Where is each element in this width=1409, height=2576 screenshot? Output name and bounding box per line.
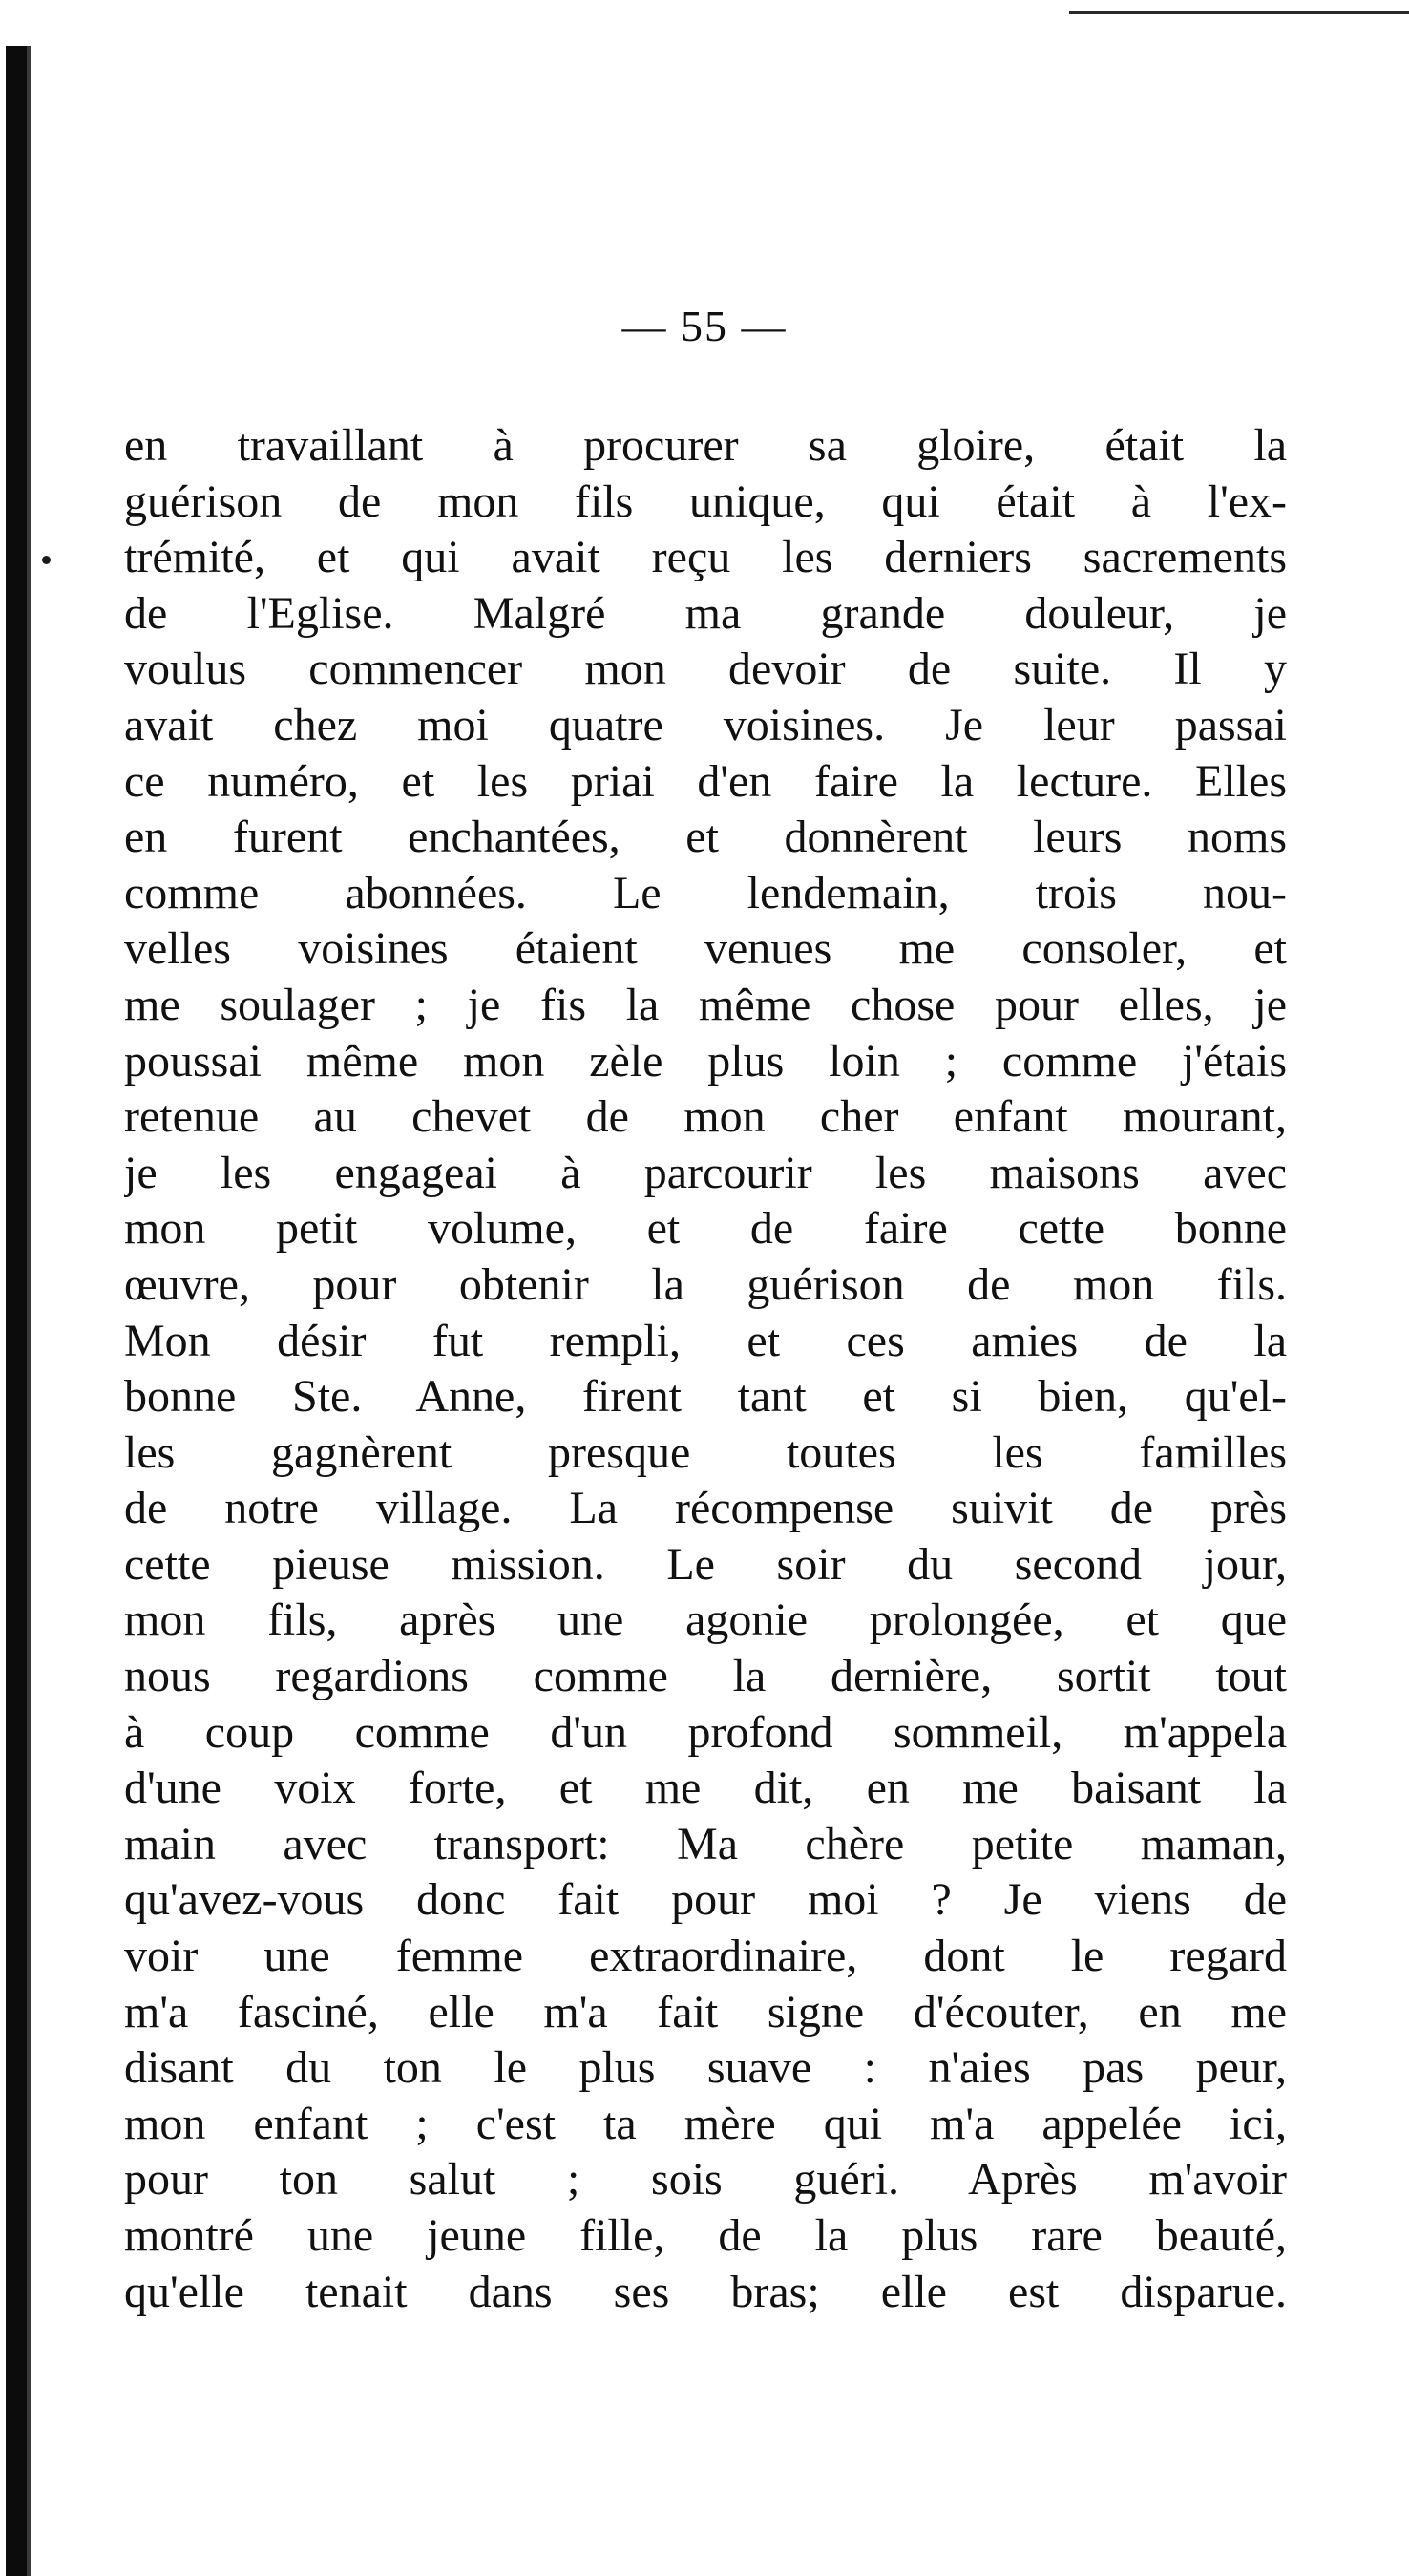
text-line: mon enfant ; c'est ta mère qui m'a appelée ici, bbox=[124, 2098, 1287, 2149]
binding-edge bbox=[6, 46, 27, 2576]
text-line: qu'elle tenait dans ses bras; elle est disparue. bbox=[124, 2266, 1287, 2317]
top-rule bbox=[1069, 11, 1409, 14]
text-line: qu'avez-vous donc fait pour moi ? Je viens de bbox=[124, 1874, 1287, 1926]
binding-edge-shadow bbox=[27, 46, 31, 2576]
text-line: poussai même mon zèle plus loin ; comme j'étais bbox=[124, 1035, 1287, 1087]
text-line: pour ton salut ; sois guéri. Après m'avoir bbox=[124, 2154, 1287, 2206]
text-line: mon petit volume, et de faire cette bonne bbox=[124, 1203, 1287, 1255]
body-text bbox=[124, 418, 1287, 2320]
text-line: comme abonnées. Le lendemain, trois nou- bbox=[124, 867, 1287, 918]
text-line: en furent enchantées, et donnèrent leurs noms bbox=[124, 812, 1287, 863]
text-line: montré une jeune fille, de la plus rare beauté, bbox=[124, 2210, 1287, 2261]
margin-mark bbox=[42, 556, 51, 564]
text-line: nous regardions comme la dernière, sortit tout bbox=[124, 1651, 1287, 1702]
text-line: disant du ton le plus suave : n'aies pas peur, bbox=[124, 2042, 1287, 2094]
text-line: de notre village. La récompense suivit de près bbox=[124, 1483, 1287, 1534]
text-line: me soulager ; je fis la même chose pour elles, je bbox=[124, 979, 1287, 1030]
text-line: trémité, et qui avait reçu les derniers sacrements bbox=[124, 532, 1287, 583]
text-line: d'une voix forte, et me dit, en me baisant la bbox=[124, 1763, 1287, 1814]
text-line: avait chez moi quatre voisines. Je leur passai bbox=[124, 699, 1287, 750]
text-line: main avec transport: Ma chère petite maman, bbox=[124, 1818, 1287, 1869]
text-line: Mon désir fut rempli, et ces amies de la bbox=[124, 1315, 1287, 1366]
page-number: — 55 — bbox=[621, 302, 788, 350]
text-line: velles voisines étaient venues me consoler, et bbox=[124, 923, 1287, 975]
text-line: ce numéro, et les priai d'en faire la lecture. Elles bbox=[124, 755, 1287, 807]
text-line: voulus commencer mon devoir de suite. Il y bbox=[124, 644, 1287, 695]
text-line: œuvre, pour obtenir la guérison de mon fils. bbox=[124, 1258, 1287, 1310]
text-line: voir une femme extraordinaire, dont le regard bbox=[124, 1931, 1287, 1982]
text-line: de l'Eglise. Malgré ma grande douleur, je bbox=[124, 587, 1287, 639]
text-line: m'a fasciné, elle m'a fait signe d'écouter, en me bbox=[124, 1986, 1287, 2038]
text-line: bonne Ste. Anne, firent tant et si bien, qu'el- bbox=[124, 1371, 1287, 1423]
text-line: mon fils, après une agonie prolongée, et que bbox=[124, 1594, 1287, 1646]
text-line: retenue au chevet de mon cher enfant mourant, bbox=[124, 1091, 1287, 1143]
text-line: je les engageai à parcourir les maisons avec bbox=[124, 1147, 1287, 1198]
text-line: à coup comme d'un profond sommeil, m'appela bbox=[124, 1706, 1287, 1758]
text-line: les gagnèrent presque toutes les familles bbox=[124, 1426, 1287, 1478]
text-line: en travaillant à procurer sa gloire, était la bbox=[124, 420, 1287, 471]
text-line: guérison de mon fils unique, qui était à l'ex- bbox=[124, 475, 1287, 527]
text-line: cette pieuse mission. Le soir du second jour, bbox=[124, 1538, 1287, 1590]
